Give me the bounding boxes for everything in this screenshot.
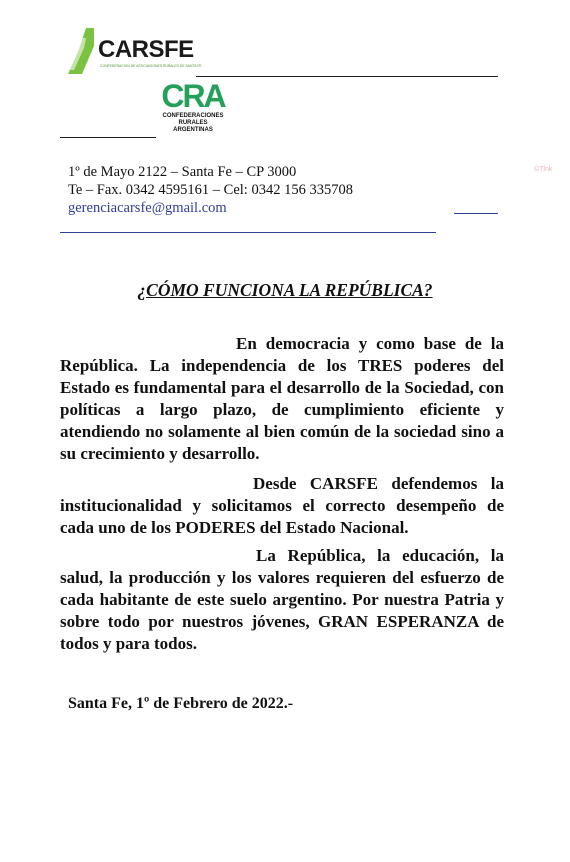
body-paragraph bbox=[60, 473, 504, 539]
cra-caption-line: RURALES bbox=[178, 120, 208, 126]
paragraph-text: En democracia y como base de la República. La independencia de los TRES poderes del Estado es fundamental para el desarrollo de la Sociedad, con políticas a largo plazo, de cumplimiento eficiente y atendiendo no solamente al bien común de la sociedad sino a su crecimiento y desarrollo. bbox=[60, 334, 504, 463]
body-paragraph bbox=[60, 333, 504, 465]
cra-logo bbox=[150, 80, 236, 138]
email-link[interactable]: gerenciacarsfe@gmail.com bbox=[68, 200, 227, 216]
cra-caption-line: CONFEDERACIONES bbox=[162, 113, 224, 119]
cra-caption-line: ARGENTINAS bbox=[173, 127, 213, 133]
address-line: 1º de Mayo 2122 – Santa Fe – CP 3000 bbox=[68, 164, 297, 180]
santa-fe-province-icon bbox=[64, 26, 98, 76]
watermark: ©Tlnk bbox=[534, 166, 553, 173]
header-divider-long bbox=[60, 232, 436, 233]
carsfe-logo-tagline: CONFEDERACION DE ASOCIACIONES RURALES DE SANTA FE bbox=[100, 64, 202, 68]
header-divider-short bbox=[454, 213, 498, 214]
carsfe-logo bbox=[64, 24, 204, 78]
date-line: Santa Fe, 1º de Febrero de 2022.- bbox=[68, 695, 294, 712]
header-divider-top bbox=[196, 76, 498, 77]
paragraph-text: Desde CARSFE defendemos la institucionalidad y solicitamos el correcto desempeño de cada uno de los PODERES del Estado Nacional. bbox=[60, 474, 504, 537]
carsfe-logo-text: CARSFE bbox=[98, 36, 194, 63]
paragraph-text: La República, la educación, la salud, la producción y los valores requieren del esfuerzo de cada habitante de este suelo argentino. Por nuestra Patria y sobre todo por nuestros jóvenes, GRAN ESPERANZA de todos y para todos. bbox=[60, 546, 504, 653]
header-divider-left bbox=[60, 137, 156, 138]
cra-logo-mark: CRA bbox=[161, 78, 225, 114]
phone-line: Te – Fax. 0342 4595161 – Cel: 0342 156 335708 bbox=[68, 182, 353, 198]
document-title: ¿CÓMO FUNCIONA LA REPÚBLICA? bbox=[137, 280, 433, 300]
cra-logo-caption bbox=[150, 113, 236, 134]
body-paragraph bbox=[60, 545, 504, 655]
